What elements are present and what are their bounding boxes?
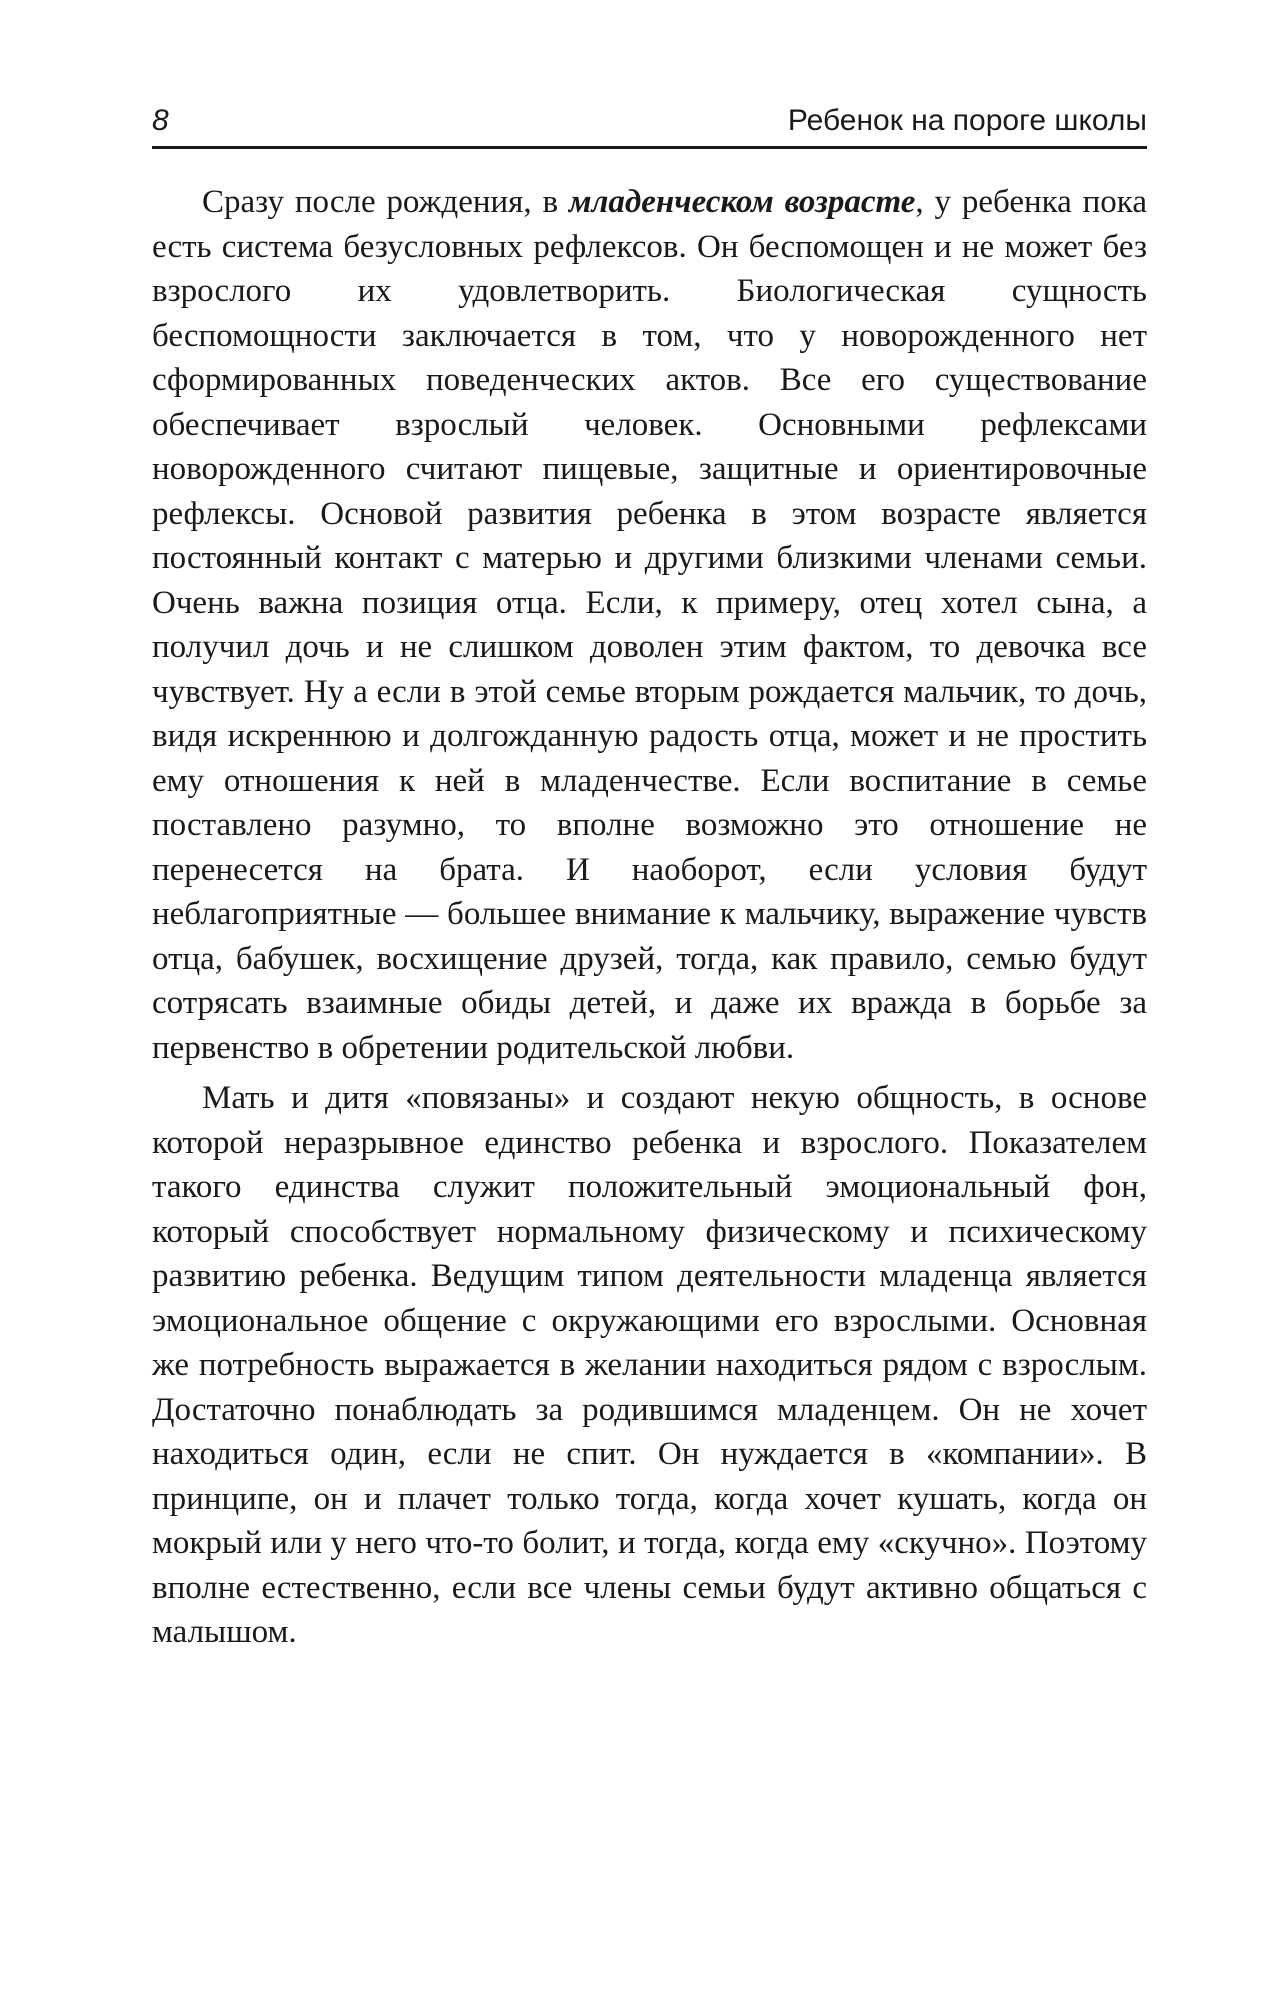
paragraph-2: Мать и дитя «повязаны» и создают некую общность, в основе которой неразрывное единство ребенка и взрослого. Показателем такого единства служит положительный эмоциональный фон, который способствует нормальному физическому и психическому развитию ребенка. Ведущим типом деятельности младенца является эмоциональное общение с окружающими его взрослыми. Основная же потребность выражается в желании находиться рядом с взрослым. Достаточно понаблюдать за родившимся младенцем. Он не хочет находиться один, если не спит. Он нуждается в «компании». В принципе, он и плачет только тогда, когда хочет кушать, когда он мокрый или у него что-то болит, и тогда, когда ему «скучно». Поэтому вполне естественно, если все члены семьи будут активно общаться с малышом.	[152, 1080, 1147, 1650]
emphasized-term: младенческом возрасте	[568, 184, 916, 220]
book-title: Ребенок на пороге школы	[787, 104, 1147, 137]
paragraph-1	[152, 180, 1147, 1070]
paragraph-1-lead: Сразу после рождения, в	[202, 184, 569, 220]
body-text	[152, 180, 1147, 1655]
page-number: 8	[152, 104, 169, 137]
paragraph-1-rest: , у ребенка пока есть система безусловных рефлексов. Он беспомощен и не может без взрослого их удовлетворить. Биологическая сущность беспомощности заключается в том, что у новорожденного нет сформированных поведенческих актов. Все его существование обеспечивает взрослый человек. Основными рефлексами новорожденного считают пищевые, защитные и ориентировочные рефлексы. Основой развития ребенка в этом возрасте является постоянный контакт с матерью и другими близкими членами семьи. Очень важна позиция отца. Если, к примеру, отец хотел сына, а получил дочь и не слишком доволен этим фактом, то девочка все чувствует. Ну а если в этой семье вторым рождается мальчик, то дочь, видя искреннюю и долгожданную радость отца, может и не простить ему отношения к ней в младенчестве. Если воспитание в семье поставлено разумно, то вполне возможно это отношение не перенесется на брата. И наоборот, если условия будут неблагоприятные — большее внимание к мальчику, выражение чувств отца, бабушек, восхищение друзей, тогда, как правило, семью будут сотрясать взаимные обиды детей, и даже их вражда в борьбе за первенство в обретении родительской любви.	[152, 184, 1147, 1066]
running-header	[152, 96, 1147, 149]
